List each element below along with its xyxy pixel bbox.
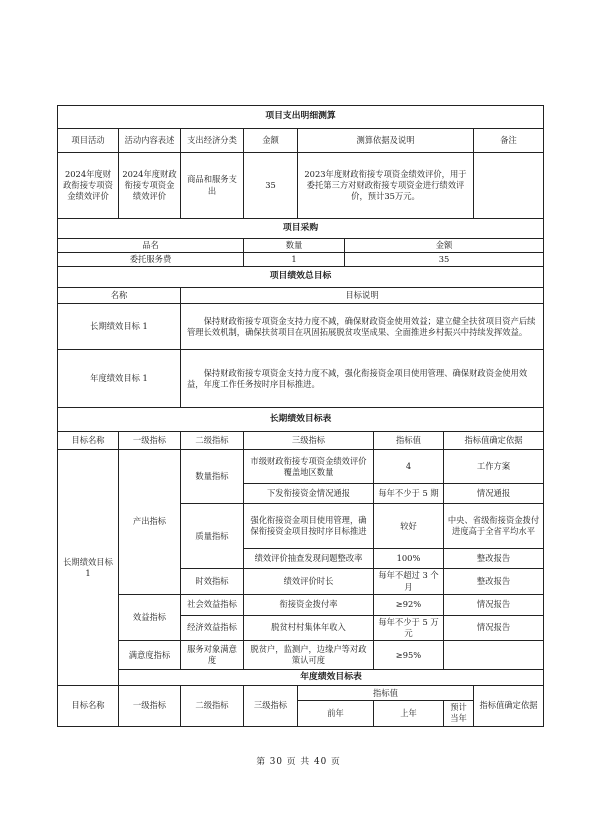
- economic-benefit-indicator: 经济效益指标: [181, 615, 244, 640]
- service-satisfaction-indicator: 服务对象满意度: [181, 641, 244, 670]
- expense-amount: 35: [244, 153, 298, 219]
- expense-section-title: 项目支出明细测算: [58, 106, 544, 129]
- benefit-indicator: 效益指标: [119, 594, 181, 640]
- annual-header-value: 指标值: [298, 686, 474, 701]
- table-cell: 强化衔接资金项目使用管理，确保衔接资金项目按时序目标推进: [244, 504, 374, 549]
- table-cell: 100%: [374, 549, 444, 569]
- page-number: 第 30 页 共 40 页: [256, 757, 341, 767]
- table-cell: 整改报告: [444, 549, 544, 569]
- table-cell: 中央、省级衔接资金拨付进度高于全省平均水平: [444, 504, 544, 549]
- quality-indicator: 质量指标: [181, 504, 244, 569]
- table-cell: 每年不少于 5 万元: [374, 615, 444, 640]
- table-cell: 绩效评价抽查发现问题整改率: [244, 549, 374, 569]
- table-cell: 工作方案: [444, 450, 544, 484]
- table-cell: ≥95%: [374, 641, 444, 670]
- table-cell: ≥92%: [374, 594, 444, 615]
- table-cell: 每年不超过 3 个月: [374, 569, 444, 594]
- annual-goal-text: 保持财政衔接专项资金支持力度不减，强化衔接资金项目使用管理、确保财政资金使用效益，年度工作任务按时序目标推进。: [181, 350, 544, 408]
- procurement-qty: 1: [244, 253, 345, 267]
- procurement-section-title: 项目采购: [58, 219, 544, 239]
- long-goal-text: 保持财政衔接专项资金支持力度不减，确保财政资金使用效益；建立健全扶贫项目资产后续管理长效机制，确保扶贫项目在巩固拓展脱贫攻坚成果、全面推进乡村振兴中持续发挥效益。: [181, 304, 544, 350]
- table-cell: 绩效评价时长: [244, 569, 374, 594]
- annual-header-l1: 一级指标: [119, 686, 181, 726]
- table-cell: 较好: [374, 504, 444, 549]
- table-cell: 下发衔接资金情况通报: [244, 484, 374, 504]
- annual-header-l3: 三级指标: [244, 686, 298, 726]
- table-cell: 衔接资金拨付率: [244, 594, 374, 615]
- long-header-target: 目标名称: [58, 432, 119, 450]
- table-cell: [444, 641, 544, 670]
- annual-table-title: 年度绩效目标表: [119, 670, 544, 686]
- overall-header-desc: 目标说明: [181, 288, 544, 304]
- long-table-title: 长期绩效目标表: [58, 408, 544, 432]
- budget-table: [57, 105, 544, 727]
- table-cell: 4: [374, 450, 444, 484]
- annual-goal-label: 年度绩效目标 1: [58, 350, 181, 408]
- expense-note: [474, 153, 544, 219]
- expense-content: 2024年度财政衔接专项资金绩效评价: [119, 153, 181, 219]
- table-cell: 情况通报: [444, 484, 544, 504]
- procurement-header-name: 品名: [58, 239, 244, 253]
- long-header-basis: 指标值确定依据: [444, 432, 544, 450]
- table-cell: 脱贫户，监测户，边缘户等对政策认可度: [244, 641, 374, 670]
- table-cell: 情况报告: [444, 615, 544, 640]
- expense-basis: 2023年度财政衔接专项资金绩效评价，用于委托第三方对财政衔接专项资金进行绩效评价，预计35万元。: [298, 153, 474, 219]
- long-target-name: 长期绩效目标 1: [58, 450, 119, 686]
- long-header-value: 指标值: [374, 432, 444, 450]
- annual-header-last: 上年: [374, 701, 444, 726]
- expense-header-amount: 金额: [244, 129, 298, 153]
- annual-header-l2: 二级指标: [181, 686, 244, 726]
- expense-header-activity: 项目活动: [58, 129, 119, 153]
- expense-header-basis: 测算依据及说明: [298, 129, 474, 153]
- long-goal-label: 长期绩效目标 1: [58, 304, 181, 350]
- procurement-amount: 35: [345, 253, 544, 267]
- table-cell: 市级财政衔接专项资金绩效评价覆盖地区数量: [244, 450, 374, 484]
- long-header-l2: 二级指标: [181, 432, 244, 450]
- procurement-header-amount: 金额: [345, 239, 544, 253]
- long-header-l3: 三级指标: [244, 432, 374, 450]
- procurement-header-qty: 数量: [244, 239, 345, 253]
- annual-header-plan: 预计当年: [444, 701, 474, 726]
- annual-header-prev: 前年: [298, 701, 374, 726]
- table-cell: 脱贫村村集体年收入: [244, 615, 374, 640]
- expense-header-category: 支出经济分类: [181, 129, 244, 153]
- table-cell: 每年不少于 5 期: [374, 484, 444, 504]
- quantity-indicator: 数量指标: [181, 450, 244, 504]
- overall-header-name: 名称: [58, 288, 181, 304]
- expense-activity: 2024年度财政衔接专项资金绩效评价: [58, 153, 119, 219]
- annual-header-basis: 指标值确定依据: [474, 686, 544, 726]
- output-indicator: 产出指标: [119, 450, 181, 594]
- long-header-l1: 一级指标: [119, 432, 181, 450]
- expense-category: 商品和服务支出: [181, 153, 244, 219]
- overall-section-title: 项目绩效总目标: [58, 267, 544, 288]
- table-cell: 整改报告: [444, 569, 544, 594]
- timeliness-indicator: 时效指标: [181, 569, 244, 594]
- annual-header-name: 目标名称: [58, 686, 119, 726]
- table-cell: 情况报告: [444, 594, 544, 615]
- expense-header-content: 活动内容表述: [119, 129, 181, 153]
- satisfaction-indicator: 满意度指标: [119, 641, 181, 670]
- social-benefit-indicator: 社会效益指标: [181, 594, 244, 615]
- expense-header-note: 备注: [474, 129, 544, 153]
- procurement-name: 委托服务费: [58, 253, 244, 267]
